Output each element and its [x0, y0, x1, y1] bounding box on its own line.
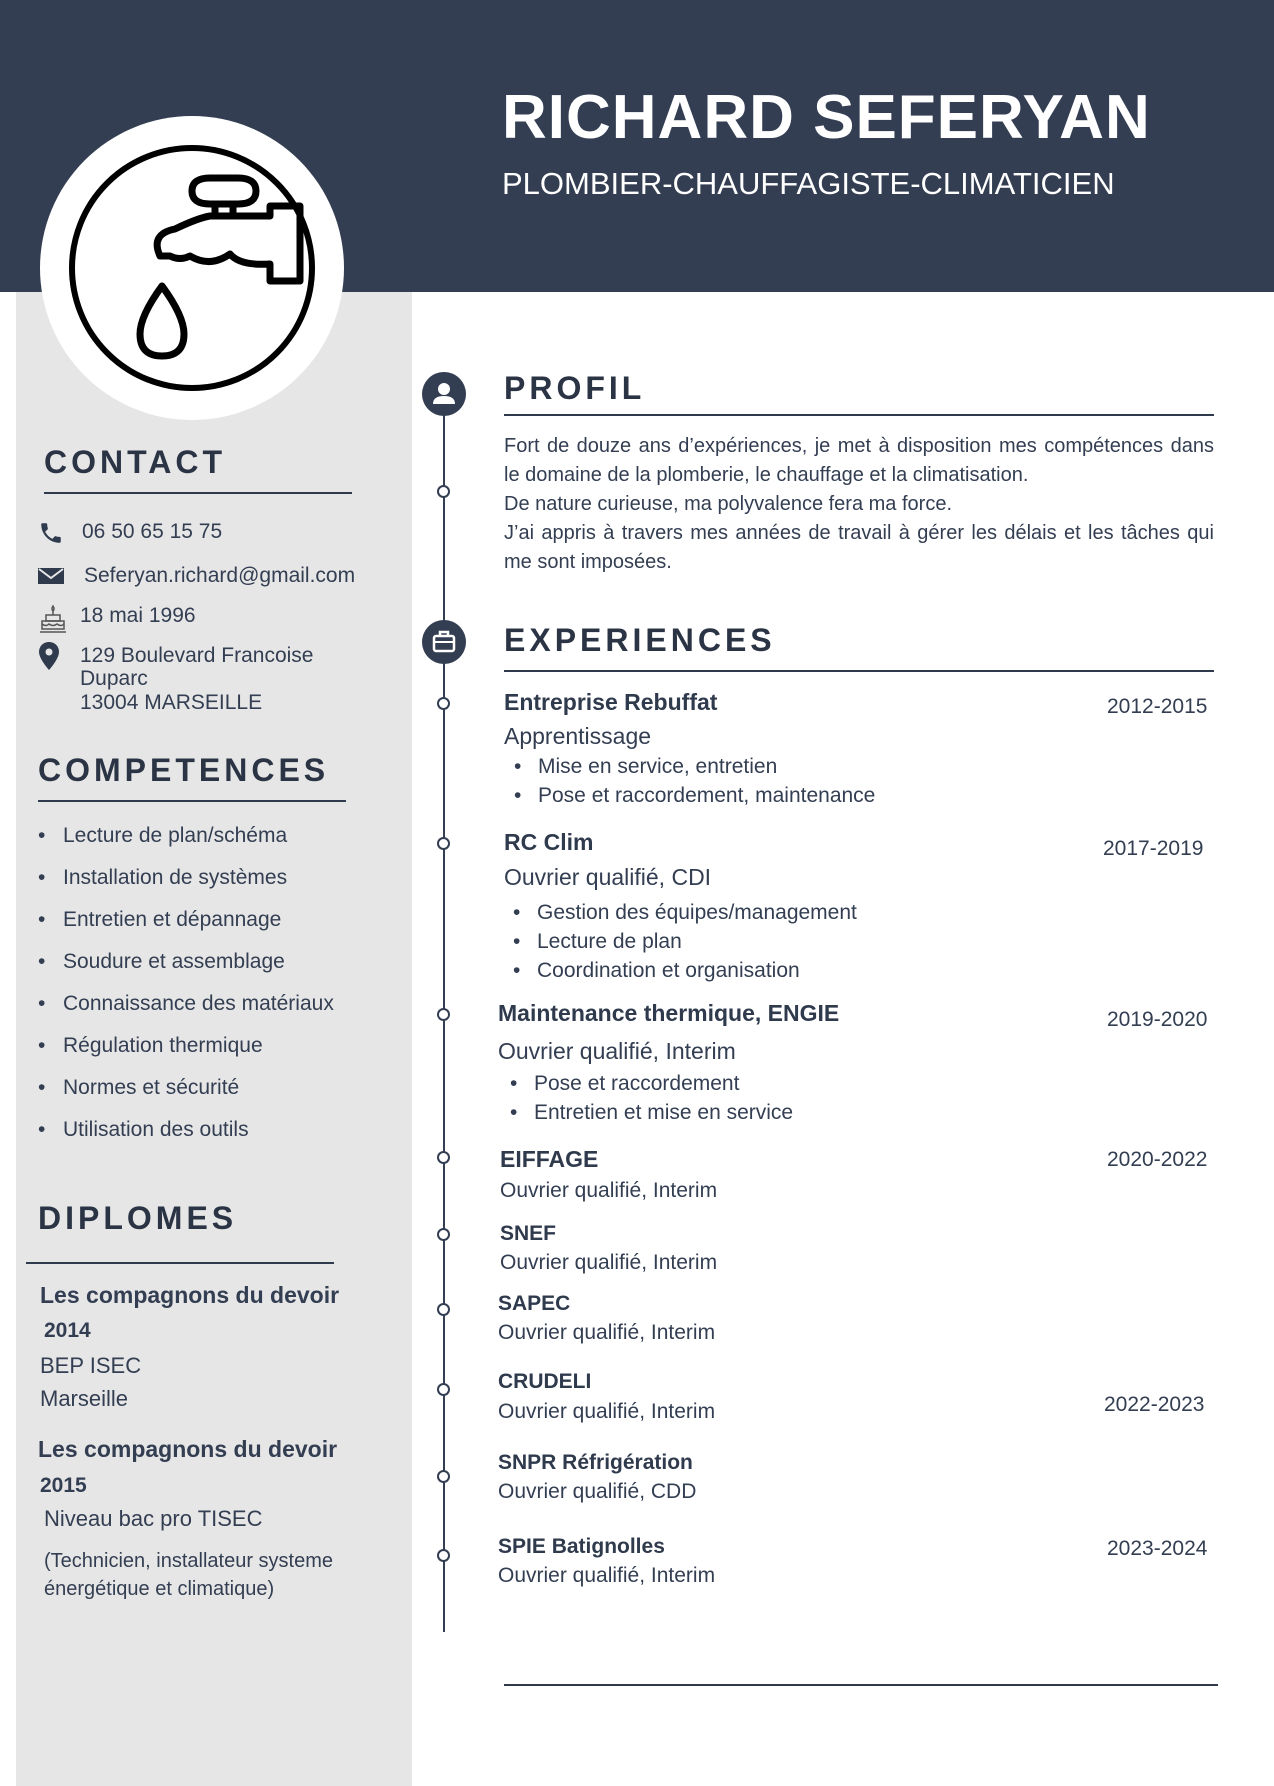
phone-icon — [38, 520, 64, 546]
list-item: • Pose et raccordement — [500, 1072, 793, 1101]
timeline-dot — [437, 1383, 450, 1396]
envelope-icon — [38, 564, 64, 588]
diploma-city: Marseille — [40, 1386, 129, 1411]
experience-role: Ouvrier qualifié, Interim — [498, 1400, 716, 1423]
diplomes-heading: DIPLOMES — [38, 1200, 238, 1236]
briefcase-icon — [422, 620, 466, 664]
experience-years: 2022-2023 — [1104, 1393, 1205, 1416]
experience-years: 2020-2022 — [1107, 1148, 1208, 1171]
timeline-dot — [437, 1303, 450, 1316]
experience-company: EIFFAGE — [500, 1146, 599, 1172]
timeline-dot — [437, 697, 450, 710]
experience-role: Ouvrier qualifié, Interim — [500, 1179, 718, 1202]
timeline-dot — [437, 837, 450, 850]
timeline-dot — [437, 1549, 450, 1562]
experience-company: RC Clim — [504, 829, 594, 855]
experience-tasks — [504, 755, 875, 813]
competences-rule — [38, 800, 346, 802]
list-item: • Soudure et assemblage — [38, 950, 334, 992]
experience-years: 2012-2015 — [1107, 695, 1208, 718]
list-item: • Entretien et dépannage — [38, 908, 334, 950]
experience-company: SNPR Réfrigération — [498, 1451, 693, 1474]
experience-role: Ouvrier qualifié, CDI — [504, 864, 712, 890]
list-item: • Normes et sécurité — [38, 1076, 334, 1118]
address-line2: Duparc — [80, 667, 148, 690]
diploma-degree: Niveau bac pro TISEC — [44, 1506, 263, 1531]
experiences-rule — [504, 670, 1214, 672]
experience-company: SAPEC — [498, 1292, 571, 1315]
diploma-year: 2015 — [40, 1474, 87, 1497]
timeline-dot — [437, 1008, 450, 1021]
timeline-dot — [437, 1151, 450, 1164]
profil-line: De nature curieuse, ma polyvalence fera ma force. — [504, 493, 952, 515]
contact-rule — [44, 492, 352, 494]
diploma-detail: (Technicien, installateur systeme — [44, 1550, 334, 1572]
experience-role: Apprentissage — [504, 723, 652, 749]
list-item: • Régulation thermique — [38, 1034, 334, 1076]
diplomes-rule — [26, 1262, 334, 1264]
profil-line: Fort de douze ans d’expériences, je met à disposition mes compétences dans le domaine de la plomberie, le chauffage et la climatisation. — [504, 435, 1214, 486]
profil-heading: PROFIL — [504, 370, 646, 406]
experience-role: Ouvrier qualifié, Interim — [498, 1564, 716, 1587]
profil-text — [504, 432, 1214, 577]
list-item: • Coordination et organisation — [503, 959, 857, 988]
experience-years: 2017-2019 — [1103, 837, 1204, 860]
list-item: • Connaissance des matériaux — [38, 992, 334, 1034]
faucet-drop-icon — [40, 116, 344, 420]
experience-years: 2019-2020 — [1107, 1008, 1208, 1031]
competences-list — [38, 824, 334, 1160]
avatar — [40, 116, 344, 420]
list-item: • Entretien et mise en service — [500, 1101, 793, 1130]
experience-company: CRUDELI — [498, 1370, 592, 1393]
cake-icon — [38, 604, 68, 634]
candidate-name: RICHARD SEFERYAN — [502, 83, 1151, 152]
email-address: Seferyan.richard@gmail.com — [84, 564, 356, 587]
diploma-year: 2014 — [44, 1319, 91, 1342]
list-item: • Utilisation des outils — [38, 1118, 334, 1160]
experience-role: Ouvrier qualifié, CDD — [498, 1480, 697, 1503]
list-item: • Gestion des équipes/management — [503, 901, 857, 930]
address-line1: 129 Boulevard Francoise — [80, 644, 314, 667]
profil-line: J’ai appris à travers mes années de travail à gérer les délais et les tâches qui me sont imposées. — [504, 522, 1214, 573]
list-item: • Lecture de plan/schéma — [38, 824, 334, 866]
diploma-detail: énergétique et climatique) — [44, 1578, 275, 1600]
job-title: PLOMBIER-CHAUFFAGISTE-CLIMATICIEN — [502, 166, 1115, 201]
list-item: • Lecture de plan — [503, 930, 857, 959]
experience-company: SNEF — [500, 1222, 557, 1245]
experience-company: Maintenance thermique, ENGIE — [498, 1000, 840, 1026]
experience-tasks — [500, 1072, 793, 1130]
list-item: • Installation de systèmes — [38, 866, 334, 908]
list-item: • Mise en service, entretien — [504, 755, 875, 784]
experience-tasks — [503, 901, 857, 988]
timeline-dot — [437, 1228, 450, 1241]
experiences-heading: EXPERIENCES — [504, 622, 776, 658]
timeline-dot — [437, 1470, 450, 1483]
location-pin-icon — [38, 642, 60, 670]
experience-role: Ouvrier qualifié, Interim — [500, 1251, 718, 1274]
diploma-school: Les compagnons du devoir — [40, 1282, 340, 1308]
experience-years: 2023-2024 — [1107, 1537, 1208, 1560]
profil-rule — [504, 414, 1214, 416]
experience-role: Ouvrier qualifié, Interim — [498, 1038, 736, 1064]
diploma-degree: BEP ISEC — [40, 1353, 142, 1378]
timeline-dot — [437, 485, 450, 498]
address-line3: 13004 MARSEILLE — [80, 691, 263, 714]
competences-heading: COMPETENCES — [38, 752, 330, 788]
diploma-school: Les compagnons du devoir — [38, 1436, 338, 1462]
experience-company: Entreprise Rebuffat — [504, 689, 718, 715]
user-icon — [422, 372, 466, 416]
list-item: • Pose et raccordement, maintenance — [504, 784, 875, 813]
phone-number: 06 50 65 15 75 — [82, 520, 223, 543]
contact-heading: CONTACT — [44, 444, 227, 480]
profile-badge — [422, 372, 466, 416]
experience-company: SPIE Batignolles — [498, 1535, 665, 1558]
birthdate: 18 mai 1996 — [80, 604, 196, 627]
experience-badge — [422, 620, 466, 664]
experience-role: Ouvrier qualifié, Interim — [498, 1321, 716, 1344]
footer-rule — [504, 1684, 1218, 1686]
